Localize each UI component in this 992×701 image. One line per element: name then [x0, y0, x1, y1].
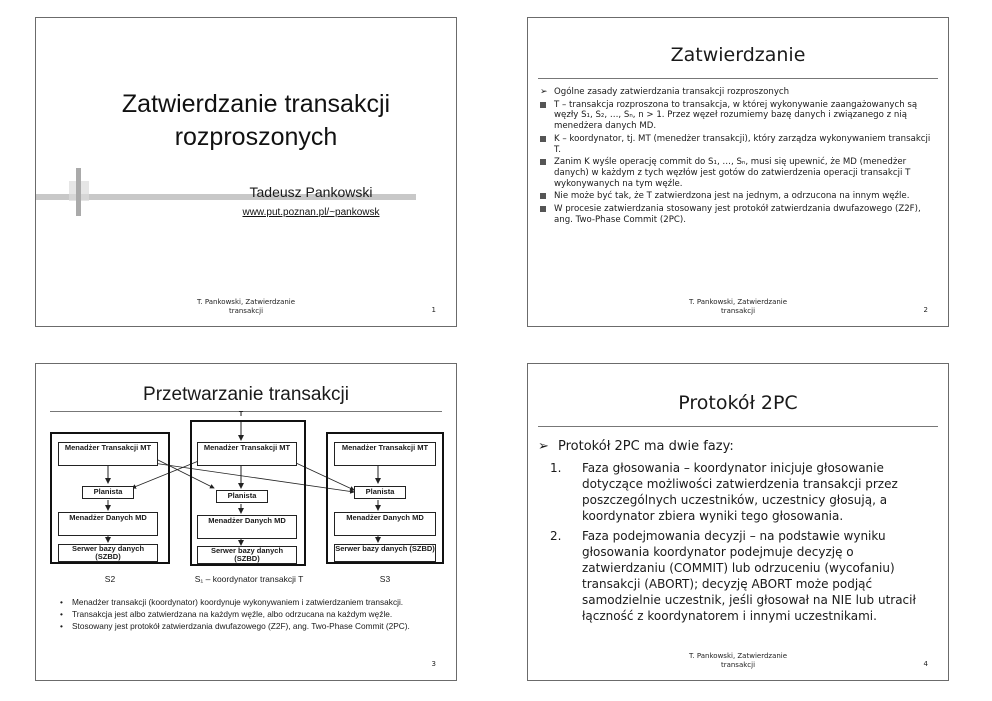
dot-bullet-icon: •: [60, 597, 63, 607]
list-item: T – transakcja rozproszona to transakcja, w której wykonywanie zaangażowanych są węzły S₁, S₂, …, Sₙ, n > 1. Przez węzeł rozumiemy bazę danych i związanego z nią menedżera danych MD.: [540, 100, 938, 132]
box-transaction-manager: Menadżer Transakcji MT: [334, 442, 436, 466]
list-item: Zanim K wyśle operację commit do S₁, …, Sₙ, musi się upewnić, że MD (menedżer danych) w każdym z tych węzłów jest gotów do zatwierdzenia operacji transakcji T wykonywanych na tym węźle.: [540, 157, 938, 189]
box-scheduler: Planista: [354, 486, 406, 499]
label-s3: S3: [379, 574, 391, 584]
dot-bullet-icon: •: [60, 609, 63, 619]
intro-line: ➢ Protokół 2PC ma dwie fazy:: [538, 439, 734, 454]
square-bullet-icon: [540, 136, 546, 142]
box-database-server: Serwer bazy danych (SZBD): [334, 544, 436, 562]
list-item: • Stosowany jest protokół zatwierdzania dwufazowego (Z2F), ang. Two-Phase Commit (2PC).: [60, 621, 410, 631]
title-rule: [538, 426, 938, 427]
slide-footer: T. Pankowski, Zatwierdzanie transakcji: [196, 298, 296, 315]
list-item: K – koordynator, tj. MT (menedżer transakcji), który zarządza wykonywaniem transakcji T.: [540, 134, 938, 155]
title-rule: [538, 78, 938, 79]
box-data-manager: Menadżer Danych MD: [58, 512, 158, 536]
list-item: 2. Faza podejmowania decyzji – na podstawie wyniku głosowania koordynator podejmuje decyzję o zatwierdzaniu (COMMIT) lub odrzuceniu (wycofaniu) transakcji (ABORT); decyzję ABORT może podjąć samodzielnie uczestnik, jeśli głosował na NIE lub utracił łączność z koordynatorem i innymi uczestnikami.: [550, 529, 916, 623]
list-item: Nie może być tak, że T zatwierdzona jest na jednym, a odrzucona na innym węźle.: [540, 191, 938, 202]
list-item: ➢ Ogólne zasady zatwierdzania transakcji rozproszonych: [540, 87, 790, 97]
box-database-server: Serwer bazy danych (SZBD): [58, 544, 158, 562]
box-scheduler: Planista: [216, 490, 268, 503]
arrow-bullet-icon: ➢: [540, 87, 548, 97]
author-link[interactable]: www.put.poznan.pl/~pankowsk: [242, 207, 380, 218]
arrow-bullet-icon: ➢: [538, 439, 549, 454]
slide-title: Przetwarzanie transakcji: [143, 384, 349, 405]
box-database-server: Serwer bazy danych (SZBD): [197, 546, 297, 564]
label-s2: S2: [104, 574, 116, 584]
box-transaction-manager: Menadżer Transakcji MT: [58, 442, 158, 466]
slide-3: [35, 363, 457, 681]
slide-title: Protokół 2PC: [678, 392, 798, 414]
page-number: 2: [923, 306, 928, 314]
numbered-list: [550, 460, 918, 628]
decorative-bar-vertical: [76, 168, 81, 216]
square-bullet-icon: [540, 193, 546, 199]
box-transaction-manager: Menadżer Transakcji MT: [197, 442, 297, 466]
slide-1: [35, 17, 457, 327]
slide-title: [56, 88, 456, 154]
page-number: 4: [923, 660, 928, 668]
bullet-list: [60, 597, 434, 633]
transaction-label: T: [238, 411, 244, 418]
list-item: 1. Faza głosowania – koordynator inicjuje głosowanie dotyczące możliwości zatwierdzenia transakcji przez poszczególnych uczestników, uczestnicy głosują, a koordynator zbiera wyniki tego głosowania.: [550, 461, 898, 523]
title-line-1: Zatwierdzanie transakcji: [121, 90, 391, 118]
slide-footer: T. Pankowski, Zatwierdzanie transakcji: [688, 298, 788, 315]
square-bullet-icon: [540, 159, 546, 165]
page-number: 3: [431, 660, 436, 668]
bullet-list: [540, 87, 938, 227]
square-bullet-icon: [540, 206, 546, 212]
list-item: W procesie zatwierdzania stosowany jest protokół zatwierdzania dwufazowego (Z2F), ang. Two-Phase Commit (2PC).: [540, 204, 938, 225]
square-bullet-icon: [540, 102, 546, 108]
box-data-manager: Menadżer Danych MD: [334, 512, 436, 536]
box-scheduler: Planista: [82, 486, 134, 499]
slide-title: Zatwierdzanie: [670, 44, 806, 66]
list-item: • Transakcja jest albo zatwierdzana na każdym węźle, albo odrzucana na każdym węźle.: [60, 609, 393, 619]
list-item: • Menadżer transakcji (koordynator) koordynuje wykonywaniem i zatwierdzaniem transakcji.: [60, 597, 404, 607]
slide-footer: T. Pankowski, Zatwierdzanie transakcji: [688, 652, 788, 669]
page-number: 1: [431, 306, 436, 314]
label-s1: S₁ – koordynator transakcji T: [194, 574, 304, 584]
slide-2: [527, 17, 949, 327]
title-line-2: rozproszonych: [174, 123, 338, 151]
box-data-manager: Menadżer Danych MD: [197, 515, 297, 539]
slide-4: [527, 363, 949, 681]
author: Tadeusz Pankowski: [249, 184, 373, 200]
dot-bullet-icon: •: [60, 621, 63, 631]
